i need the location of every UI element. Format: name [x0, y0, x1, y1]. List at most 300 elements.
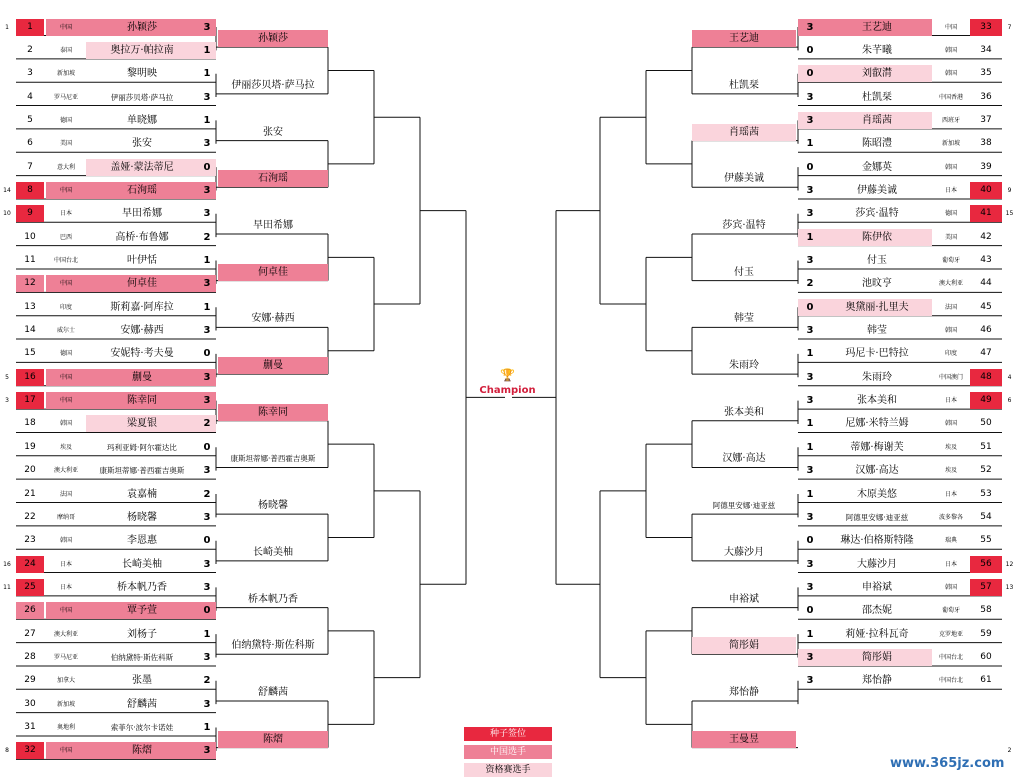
match-score: 3 — [203, 581, 211, 593]
match-score: 3 — [806, 511, 814, 523]
association: 澳大利亚 — [938, 280, 963, 288]
player-name: 桥本帆乃香 — [117, 581, 167, 593]
player-name: 简彤娟 — [822, 649, 932, 666]
draw-number: 33 — [970, 19, 1002, 36]
legend-seed: 种子签位 — [464, 727, 552, 741]
match-score: 1 — [198, 42, 216, 59]
header-right-7 — [1004, 2, 1015, 16]
player-name: 单晓娜 — [127, 114, 157, 126]
player-name: 阿德里安娜·迪亚兹 — [845, 512, 909, 522]
draw-number: 57 — [970, 579, 1002, 596]
association: 日本 — [944, 186, 957, 194]
r32-winner: 肖瑶茜 — [692, 124, 796, 141]
seed-number: 15 — [1005, 210, 1014, 218]
header-left-1 — [14, 2, 44, 16]
association: 日本 — [59, 210, 72, 218]
r32-winner: 简彤娟 — [692, 637, 796, 654]
association: 摩纳哥 — [56, 513, 75, 521]
player-name: 杨晓馨 — [127, 511, 157, 523]
association: 中国 — [46, 275, 86, 292]
draw-number: 42 — [980, 231, 992, 242]
player-name: 蒯曼 — [86, 369, 198, 386]
association: 印度 — [944, 350, 957, 358]
r32-winner: 王艺迪 — [692, 30, 796, 47]
player-name: 韩莹 — [867, 325, 887, 337]
match-score: 1 — [203, 255, 211, 266]
match-score: 3 — [203, 138, 211, 150]
draw-number: 8 — [16, 182, 44, 199]
match-score: 3 — [203, 91, 211, 103]
draw-number: 36 — [980, 91, 992, 102]
player-name: 金娜英 — [862, 161, 892, 173]
association: 中国台北 — [53, 257, 78, 264]
draw-number: 39 — [980, 161, 992, 172]
r32-winner: 王曼昱 — [692, 731, 796, 748]
draw-number: 29 — [24, 675, 36, 686]
match-score: 0 — [203, 535, 211, 547]
r32-winner: 早田希娜 — [253, 219, 293, 231]
trophy-icon: 🏆 — [500, 368, 515, 382]
association: 中国 — [46, 742, 86, 759]
match-score: 3 — [798, 649, 822, 666]
draw-number: 58 — [980, 605, 992, 616]
association: 泰国 — [59, 46, 72, 54]
association: 德国 — [59, 350, 72, 358]
player-name: 叶伊恬 — [127, 255, 157, 266]
match-score: 0 — [798, 65, 822, 82]
match-score: 1 — [806, 418, 814, 430]
draw-number: 16 — [16, 369, 44, 386]
seed-number: 11 — [3, 583, 11, 591]
player-name: 伊丽莎贝塔·萨马拉 — [110, 92, 174, 102]
association: 美国 — [944, 233, 957, 241]
association: 中国香港 — [938, 93, 963, 101]
draw-number: 38 — [980, 138, 992, 149]
match-score: 2 — [203, 675, 211, 687]
draw-number: 52 — [980, 465, 992, 476]
match-score: 1 — [806, 441, 814, 453]
r32-winner: 舒麟茜 — [258, 686, 288, 698]
association: 澳大利亚 — [53, 630, 78, 638]
association: 印度 — [59, 303, 72, 311]
draw-number: 53 — [980, 488, 992, 499]
match-score: 3 — [198, 275, 216, 292]
player-name: 大藤沙月 — [857, 558, 897, 570]
player-name: 康斯坦蒂娜·普西霍吉奥斯 — [99, 466, 185, 476]
r32-winner: 莎宾·温特 — [722, 219, 766, 231]
player-name: 安妮特·考夫曼 — [110, 348, 174, 360]
draw-number: 47 — [980, 348, 992, 359]
player-name: 高桥·布鲁娜 — [115, 231, 169, 243]
player-name: 王艺迪 — [822, 19, 932, 36]
seed-number: 1 — [5, 23, 9, 31]
draw-number: 41 — [970, 205, 1002, 222]
seed-number: 13 — [1005, 583, 1014, 591]
association: 日本 — [59, 583, 72, 591]
association: 葡萄牙 — [941, 257, 960, 264]
r32-winner: 何卓佳 — [218, 264, 328, 281]
seed-number: 4 — [1007, 373, 1012, 381]
draw-number: 10 — [24, 231, 36, 242]
draw-number: 43 — [980, 255, 992, 265]
draw-number: 37 — [980, 114, 992, 125]
draw-number: 60 — [980, 651, 992, 662]
association: 法国 — [59, 490, 72, 498]
draw-number: 1 — [16, 19, 44, 36]
association: 罗马尼亚 — [53, 653, 78, 661]
draw-number: 11 — [24, 255, 36, 265]
r32-winner: 陈熠 — [218, 731, 328, 748]
player-name: 袁嘉楠 — [127, 488, 157, 500]
r32-winner: 郑怡静 — [729, 686, 759, 698]
player-name: 郑怡静 — [862, 675, 892, 687]
association: 埃及 — [59, 443, 72, 451]
match-score: 0 — [806, 605, 814, 617]
match-score: 3 — [198, 392, 216, 409]
match-score: 0 — [198, 602, 216, 619]
association: 瑞典 — [944, 537, 957, 545]
draw-number: 59 — [980, 628, 992, 639]
player-name: 邵杰妮 — [862, 605, 892, 617]
r32-winner: 付玉 — [734, 266, 754, 278]
association: 韩国 — [944, 163, 957, 171]
draw-number: 51 — [980, 441, 992, 452]
player-name: 肖瑶茜 — [822, 112, 932, 129]
association: 韩国 — [944, 420, 957, 428]
player-name: 索菲尔·波尔卡诺娃 — [110, 723, 174, 732]
player-name: 舒麟茜 — [127, 698, 157, 710]
association: 西班牙 — [941, 116, 960, 124]
r32-winner: 石洵瑶 — [218, 170, 328, 187]
player-name: 伊藤美诚 — [857, 184, 897, 196]
draw-number: 35 — [980, 68, 992, 79]
match-score: 3 — [798, 112, 822, 129]
seed-number: 7 — [1007, 23, 1012, 31]
association: 埃及 — [944, 443, 957, 451]
player-name: 张安 — [132, 138, 152, 150]
draw-number: 30 — [24, 698, 36, 709]
player-name: 刘杨子 — [127, 628, 157, 640]
match-score: 2 — [203, 488, 211, 500]
player-name: 池旼亨 — [862, 278, 892, 290]
seed-number: 16 — [3, 560, 11, 568]
player-name: 木原美悠 — [857, 488, 897, 500]
draw-number: 46 — [980, 325, 992, 336]
draw-number: 21 — [24, 488, 36, 499]
r32-winner: 桥本帆乃香 — [248, 593, 298, 605]
association: 埃及 — [944, 467, 957, 475]
association: 日本 — [944, 560, 957, 568]
player-name: 琳达·伯格斯特隆 — [840, 535, 914, 547]
player-name: 张本美和 — [857, 395, 897, 407]
association: 韩国 — [944, 327, 957, 335]
association: 中国 — [46, 182, 86, 199]
player-name: 伯纳黛特·斯佐科斯 — [110, 652, 174, 662]
association: 新加坡 — [941, 140, 960, 148]
seed-number: 9 — [1007, 186, 1012, 194]
match-score: 3 — [198, 369, 216, 386]
draw-number: 27 — [24, 628, 36, 639]
seed-number: 6 — [1007, 397, 1012, 405]
draw-number: 34 — [980, 44, 992, 55]
draw-number: 19 — [24, 441, 36, 452]
r32-winner: 长崎美柚 — [253, 546, 293, 558]
r32-winner: 伊藤美诚 — [724, 173, 764, 185]
header-right-0 — [565, 2, 591, 16]
match-score: 0 — [198, 159, 216, 176]
association: 韩国 — [944, 70, 957, 78]
association: 克罗地亚 — [938, 630, 963, 638]
seed-number: 8 — [5, 747, 9, 755]
association: 中国 — [46, 392, 86, 409]
draw-number: 4 — [27, 91, 33, 102]
association: 加拿大 — [56, 677, 75, 685]
association: 波多黎各 — [938, 513, 963, 521]
player-name: 盖娅·蒙法蒂尼 — [86, 159, 198, 176]
header-right-1 — [610, 2, 636, 16]
legend-ql: 资格赛选手 — [464, 763, 552, 777]
player-name: 莎宾·温特 — [855, 208, 899, 220]
association: 中国 — [944, 23, 957, 31]
draw-number: 13 — [24, 301, 36, 312]
match-score: 1 — [806, 488, 814, 500]
r32-winner: 韩莹 — [734, 313, 754, 325]
draw-number: 44 — [980, 278, 992, 289]
match-score: 2 — [806, 278, 814, 290]
match-score: 3 — [198, 742, 216, 759]
player-name: 早田希娜 — [122, 208, 162, 220]
association: 德国 — [59, 116, 72, 124]
player-name: 付玉 — [867, 255, 887, 266]
association: 澳大利亚 — [53, 467, 78, 475]
player-name: 杜凯栞 — [862, 91, 892, 103]
player-name: 刘叡潸 — [822, 65, 932, 82]
match-score: 3 — [203, 511, 211, 523]
r32-winner: 申裕斌 — [729, 593, 759, 605]
player-name: 石洵瑶 — [86, 182, 198, 199]
r32-winner: 伯纳黛特·斯佐科斯 — [231, 640, 315, 652]
match-score: 3 — [806, 558, 814, 570]
legend-cn: 中国选手 — [464, 745, 552, 759]
header-right-2 — [656, 2, 682, 16]
match-score: 3 — [203, 698, 211, 710]
association: 中国 — [46, 602, 86, 619]
player-name: 奥拉万·帕拉南 — [86, 42, 198, 59]
header-left-2 — [48, 2, 74, 16]
association: 奥地利 — [56, 724, 75, 731]
association: 韩国 — [944, 46, 957, 54]
match-score: 0 — [806, 44, 814, 56]
header-right-5 — [934, 2, 968, 16]
draw-number: 15 — [24, 348, 36, 359]
match-score: 3 — [198, 182, 216, 199]
r32-winner: 陈幸同 — [218, 404, 328, 421]
player-name: 张墨 — [132, 675, 152, 687]
r32-winner: 张安 — [263, 126, 283, 138]
player-name: 李恩惠 — [127, 535, 157, 547]
draw-number: 14 — [24, 325, 36, 336]
watermark: www.365jz.com — [890, 756, 1005, 771]
draw-number: 24 — [16, 556, 44, 573]
association: 韩国 — [944, 583, 957, 591]
seed-number: 12 — [1005, 560, 1014, 568]
draw-number: 61 — [980, 675, 992, 686]
match-score: 0 — [806, 535, 814, 547]
draw-number: 7 — [27, 161, 33, 172]
r32-winner: 蒯曼 — [218, 357, 328, 374]
match-score: 3 — [806, 208, 814, 220]
player-name: 梁夏银 — [86, 415, 198, 432]
draw-number: 18 — [24, 418, 36, 429]
header-left-0 — [0, 2, 14, 16]
association: 日本 — [944, 490, 957, 498]
header-final — [497, 2, 517, 16]
seed-number: 10 — [3, 210, 11, 218]
match-score: 1 — [806, 348, 814, 360]
association: 日本 — [59, 560, 72, 568]
match-score: 2 — [203, 231, 211, 243]
champion-label: Champion — [479, 385, 536, 396]
draw-number: 28 — [24, 651, 36, 662]
match-score: 3 — [198, 19, 216, 36]
match-score: 0 — [806, 161, 814, 173]
player-name: 何卓佳 — [86, 275, 198, 292]
draw-number: 3 — [27, 68, 33, 79]
match-score: 1 — [203, 628, 211, 640]
r32-winner: 大藤沙月 — [724, 546, 764, 558]
draw-number: 9 — [16, 205, 44, 222]
r32-winner: 伊丽莎贝塔·萨马拉 — [231, 79, 315, 91]
r32-winner: 杨晓馨 — [258, 500, 288, 512]
header-left-6 — [384, 2, 408, 16]
match-score: 1 — [806, 628, 814, 640]
match-score: 3 — [798, 19, 822, 36]
r32-winner: 朱雨玲 — [729, 360, 759, 372]
association: 巴西 — [59, 233, 72, 241]
association: 中国澳门 — [938, 373, 963, 381]
r32-winner: 张本美和 — [724, 406, 764, 418]
r32-winner: 康斯坦蒂娜·普西霍吉奥斯 — [230, 454, 316, 464]
seed-number: 5 — [5, 373, 9, 381]
association: 意大利 — [56, 163, 75, 171]
match-score: 3 — [806, 465, 814, 477]
match-score: 1 — [203, 722, 211, 733]
association: 中国 — [46, 19, 86, 36]
match-score: 3 — [806, 581, 814, 593]
draw-number: 40 — [970, 182, 1002, 199]
match-score: 3 — [203, 558, 211, 570]
header-left-5 — [338, 2, 364, 16]
association: 威尔士 — [56, 327, 75, 335]
r32-winner: 阿德里安娜·迪亚兹 — [712, 501, 776, 511]
draw-number: 5 — [27, 114, 33, 125]
match-score: 3 — [806, 371, 814, 383]
match-score: 3 — [203, 465, 211, 477]
player-name: 陈熠 — [86, 742, 198, 759]
draw-number: 20 — [24, 465, 36, 476]
header-left-4 — [216, 2, 326, 16]
player-name: 孙颖莎 — [86, 19, 198, 36]
match-score: 3 — [203, 651, 211, 663]
match-score: 3 — [806, 255, 814, 266]
player-name: 尼娜·米特兰姆 — [845, 418, 909, 430]
player-name: 陈幸同 — [86, 392, 198, 409]
r32-winner: 杜凯栞 — [729, 79, 759, 91]
draw-number: 55 — [980, 535, 992, 546]
match-score: 3 — [806, 91, 814, 103]
match-score: 1 — [203, 68, 211, 80]
player-name: 长崎美柚 — [122, 558, 162, 570]
association: 罗马尼亚 — [53, 93, 78, 101]
player-name: 玛尼卡·巴特拉 — [845, 348, 909, 360]
association: 新加坡 — [56, 70, 75, 78]
draw-number: 32 — [16, 742, 44, 759]
draw-number: 49 — [970, 392, 1002, 409]
header-right-3 — [692, 2, 802, 16]
match-score: 3 — [806, 675, 814, 687]
association: 中国 — [46, 369, 86, 386]
player-name: 蒂娜·梅谢芙 — [850, 441, 904, 453]
association: 新加坡 — [56, 700, 75, 708]
draw-number: 23 — [24, 535, 36, 546]
match-score: 1 — [798, 229, 822, 246]
match-score: 1 — [203, 114, 211, 126]
association: 中国台北 — [938, 677, 963, 685]
draw-number: 45 — [980, 301, 992, 312]
player-name: 朱雨玲 — [862, 371, 892, 383]
draw-number: 26 — [16, 602, 44, 619]
draw-number: 17 — [16, 392, 44, 409]
header-left-3 — [86, 2, 196, 16]
draw-number: 50 — [980, 418, 992, 429]
player-name: 玛利亚姆·阿尔霍达比 — [107, 442, 177, 452]
association: 美国 — [59, 140, 72, 148]
draw-number: 22 — [24, 511, 36, 522]
match-score: 1 — [806, 138, 814, 150]
association: 德国 — [944, 210, 957, 218]
association: 日本 — [944, 397, 957, 405]
player-name: 斯莉嘉·阿库拉 — [110, 301, 174, 313]
draw-number: 6 — [27, 138, 33, 149]
r32-winner: 汉娜·高达 — [722, 453, 766, 465]
seed-number: 14 — [3, 186, 11, 194]
draw-number: 25 — [16, 579, 44, 596]
draw-number: 31 — [24, 722, 36, 732]
header-left-7 — [430, 2, 454, 16]
match-score: 0 — [203, 348, 211, 360]
association: 葡萄牙 — [941, 607, 960, 615]
draw-number: 12 — [16, 275, 44, 292]
association: 法国 — [944, 303, 957, 311]
draw-number: 48 — [970, 369, 1002, 386]
match-score: 2 — [198, 415, 216, 432]
draw-number: 56 — [970, 556, 1002, 573]
player-name: 黎明映 — [127, 68, 157, 80]
r32-winner: 孙颖莎 — [218, 30, 328, 47]
match-score: 0 — [203, 441, 211, 453]
draw-number: 2 — [27, 44, 33, 55]
match-score: 0 — [798, 299, 822, 316]
player-name: 莉娅·拉科瓦奇 — [845, 628, 909, 640]
player-name: 汉娜·高达 — [855, 465, 899, 477]
association: 中国台北 — [938, 653, 963, 661]
association: 韩国 — [59, 537, 72, 545]
header-right-6 — [970, 2, 1002, 16]
match-score: 3 — [203, 208, 211, 220]
seed-number: 2 — [1007, 747, 1012, 755]
seed-number: 3 — [5, 397, 9, 405]
player-name: 安娜·赫西 — [120, 325, 164, 337]
